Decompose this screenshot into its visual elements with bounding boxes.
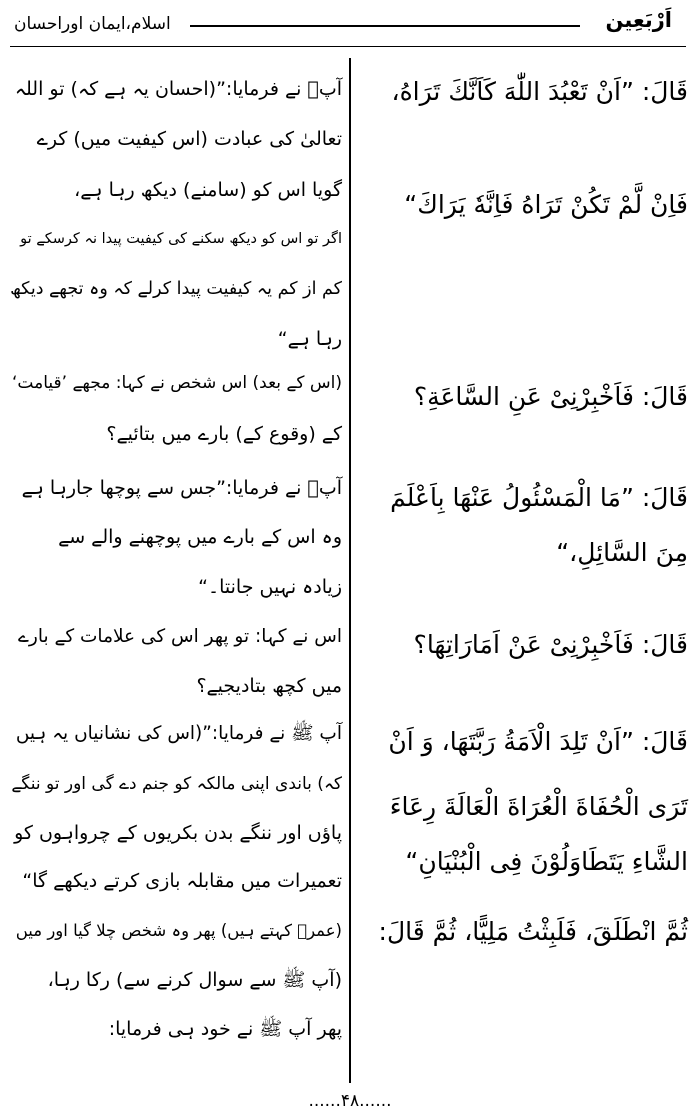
urdu-line: میں کچھ بتادیجیے؟ <box>196 675 342 697</box>
arabic-line: الشَّاءِ يَتَطَاوَلُوْنَ فِی الْبُنْيَانِ“ <box>405 847 688 876</box>
urdu-line: (آپ ﷺ سے سوال کرنے سے) رکا رہا، <box>47 969 342 991</box>
urdu-line: تعالیٰ کی عبادت (اس کیفیت میں) کرے <box>36 128 342 150</box>
urdu-line: آپؐ نے فرمایا:”جس سے پوچھا جارہا ہے <box>21 477 342 499</box>
urdu-line: رہا ہے“ <box>277 328 342 350</box>
book-title: اَرْبَعِین <box>605 8 672 32</box>
urdu-line: پھر آپ ﷺ نے خود ہی فرمایا: <box>108 1018 342 1040</box>
column-divider <box>349 58 351 1083</box>
urdu-line: (اس کے بعد) اس شخص نے کہا: مجھے ’قیامت‘ <box>12 373 342 393</box>
page-header <box>0 6 700 46</box>
arabic-line: تَرَى الْحُفَاةَ الْعُرَاةَ الْعَالَةَ رِعَاءَ <box>389 792 688 821</box>
arabic-line: قَالَ: ”مَا الْمَسْئُولُ عَنْهَا بِاَعْلَمَ <box>390 483 688 512</box>
urdu-line: گویا اس کو (سامنے) دیکھ رہا ہے، <box>74 179 342 201</box>
urdu-line: (عمرؓ کہتے ہیں) پھر وہ شخص چلا گیا اور میں <box>15 921 342 940</box>
arabic-line: مِنَ السَّائِلِ،“ <box>556 538 688 567</box>
page-number: ......۴۸...... <box>308 1091 392 1111</box>
urdu-line: کے (وقوع کے) بارے میں بتائیے؟ <box>106 423 342 445</box>
header-rule <box>10 46 686 47</box>
urdu-line: تعمیرات میں مقابلہ بازی کرتے دیکھے گا“ <box>22 870 342 892</box>
urdu-line: پاؤں اور ننگے بدن بکریوں کے چرواہوں کو <box>14 822 342 844</box>
urdu-line: اگر تو اس کو دیکھ سکنے کی کیفیت پیدا نہ کرسکے تو <box>20 231 342 247</box>
urdu-line: کم از کم یہ کیفیت پیدا کرلے کہ وہ تجھے دیکھ <box>10 279 342 299</box>
header-line <box>190 25 580 27</box>
chapter-title: اسلام،ایمان اوراحسان <box>14 14 171 34</box>
arabic-line: قَالَ: ”اَنْ تَعْبُدَ اللّٰهَ كَاَنَّكَ تَرَاهُ، <box>391 77 688 106</box>
arabic-line: قَالَ: فَاَخْبِرْنِیْ عَنْ اَمَارَاتِهَا؟ <box>413 630 688 659</box>
urdu-line: زیادہ نہیں جانتا۔“ <box>198 576 342 598</box>
urdu-line: آپ ﷺ نے فرمایا:”(اس کی نشانیاں یہ ہیں <box>15 723 342 744</box>
urdu-line: اس نے کہا: تو پھر اس کی علامات کے بارے <box>18 626 342 647</box>
arabic-line: قَالَ: فَاَخْبِرْنِیْ عَنِ السَّاعَةِ؟ <box>413 382 688 411</box>
arabic-line: فَاِنْ لَّمْ تَكُنْ تَرَاهُ فَاِنَّهٗ يَرَاكَ“ <box>404 190 688 219</box>
urdu-line: کہ) باندی اپنی مالکہ کو جنم دے گی اور تو ننگے <box>11 774 342 794</box>
urdu-line: وہ اس کے بارے میں پوچھنے والے سے <box>58 526 342 548</box>
urdu-line: آپؐ نے فرمایا:”(احسان یہ ہے کہ) تو اللہ <box>14 78 342 100</box>
arabic-line: ثُمَّ انْطَلَقَ، فَلَبِثْتُ مَلِيًّا، ثُمَّ قَالَ: <box>378 917 688 946</box>
arabic-line: قَالَ: ”اَنْ تَلِدَ الْاَمَةُ رَبَّتَهَا، وَ اَنْ <box>388 727 688 756</box>
